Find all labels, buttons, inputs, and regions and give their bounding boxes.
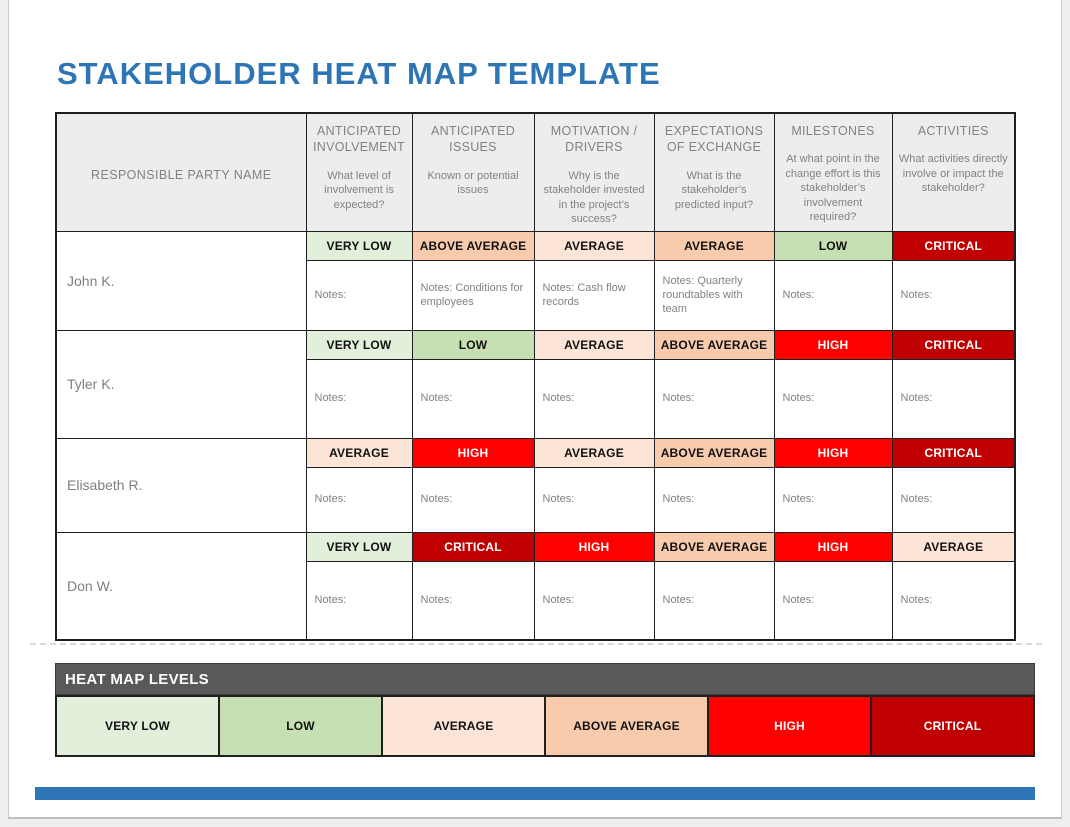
notes-cell[interactable]: Notes:: [534, 467, 654, 532]
notes-cell[interactable]: Notes:: [534, 561, 654, 640]
heat-map-levels-header: [55, 663, 1035, 695]
rating-cell[interactable]: AVERAGE: [534, 330, 654, 359]
notes-cell[interactable]: Notes:: [892, 260, 1015, 330]
rating-cell[interactable]: CRITICAL: [892, 231, 1015, 260]
notes-cell[interactable]: Notes:: [774, 260, 892, 330]
column-description: What level of involvement is expected?: [324, 169, 394, 211]
column-title: MILESTONES: [791, 124, 875, 138]
legend-level-critical: CRITICAL: [872, 697, 1033, 755]
notes-cell[interactable]: Notes:: [892, 467, 1015, 532]
column-title: EXPECTATIONS OF EXCHANGE: [664, 124, 764, 155]
column-title: ACTIVITIES: [917, 124, 989, 138]
legend-level-high: HIGH: [709, 697, 872, 755]
stakeholder-name-cell[interactable]: John K.: [56, 231, 306, 330]
column-description: At what point in the change effort is this stakeholder’s involvement required?: [785, 153, 881, 224]
rating-cell[interactable]: VERY LOW: [306, 231, 412, 260]
table-header-row: [56, 113, 1015, 231]
rating-cell[interactable]: AVERAGE: [534, 231, 654, 260]
legend-level-very-low: VERY LOW: [57, 697, 220, 755]
rating-cell[interactable]: ABOVE AVERAGE: [654, 438, 774, 467]
column-title: ANTICIPATED ISSUES: [430, 124, 516, 155]
notes-cell[interactable]: Notes:: [534, 359, 654, 438]
rating-cell[interactable]: AVERAGE: [534, 438, 654, 467]
footer-accent-bar: [35, 787, 1035, 800]
rating-cell[interactable]: HIGH: [774, 438, 892, 467]
notes-cell[interactable]: Notes: Quarterly roundtables with team: [654, 260, 774, 330]
column-description: What activities directly involve or impact the stakeholder?: [898, 153, 1008, 195]
rating-cell[interactable]: CRITICAL: [412, 532, 534, 561]
rating-cell[interactable]: HIGH: [774, 330, 892, 359]
rating-cell[interactable]: ABOVE AVERAGE: [412, 231, 534, 260]
column-header-responsible-party: RESPONSIBLE PARTY NAME: [56, 113, 306, 231]
stakeholder-name-cell[interactable]: Don W.: [56, 532, 306, 640]
rating-cell[interactable]: LOW: [774, 231, 892, 260]
dashed-separator: [30, 643, 1042, 645]
rating-cell[interactable]: VERY LOW: [306, 532, 412, 561]
notes-cell[interactable]: Notes:: [654, 359, 774, 438]
rating-cell[interactable]: AVERAGE: [306, 438, 412, 467]
rating-cell[interactable]: CRITICAL: [892, 438, 1015, 467]
notes-cell[interactable]: Notes: Conditions for employees: [412, 260, 534, 330]
notes-cell[interactable]: Notes:: [892, 359, 1015, 438]
column-description: What is the stakeholder’s predicted input?: [674, 169, 754, 211]
rating-cell[interactable]: HIGH: [534, 532, 654, 561]
notes-cell[interactable]: Notes:: [654, 561, 774, 640]
rating-cell[interactable]: ABOVE AVERAGE: [654, 330, 774, 359]
column-description: Known or potential issues: [427, 169, 519, 197]
column-header-activities: [892, 113, 1015, 231]
rating-row-john: [56, 231, 1015, 260]
notes-cell[interactable]: Notes: Cash flow records: [534, 260, 654, 330]
legend-level-average: AVERAGE: [383, 697, 546, 755]
rating-cell[interactable]: ABOVE AVERAGE: [654, 532, 774, 561]
rating-row-elisabeth: [56, 438, 1015, 467]
notes-cell[interactable]: Notes:: [306, 467, 412, 532]
legend-level-low: LOW: [220, 697, 383, 755]
rating-cell[interactable]: VERY LOW: [306, 330, 412, 359]
stakeholder-table: [55, 112, 1016, 641]
column-header-motivation-drivers: [534, 113, 654, 231]
rating-cell[interactable]: CRITICAL: [892, 330, 1015, 359]
column-header-expectations-of-exchange: [654, 113, 774, 231]
column-header-anticipated-involvement: [306, 113, 412, 231]
notes-cell[interactable]: Notes:: [774, 359, 892, 438]
stakeholder-name-cell[interactable]: Tyler K.: [56, 330, 306, 438]
rating-row-don: [56, 532, 1015, 561]
notes-cell[interactable]: Notes:: [412, 359, 534, 438]
column-description: Why is the stakeholder invested in the project’s success?: [543, 169, 645, 226]
rating-cell[interactable]: HIGH: [412, 438, 534, 467]
column-header-milestones: [774, 113, 892, 231]
rating-cell[interactable]: AVERAGE: [654, 231, 774, 260]
notes-cell[interactable]: Notes:: [306, 359, 412, 438]
column-title: ANTICIPATED INVOLVEMENT: [313, 124, 405, 155]
heat-map-legend: [55, 695, 1035, 757]
notes-cell[interactable]: Notes:: [654, 467, 774, 532]
rating-row-tyler: [56, 330, 1015, 359]
heat-map-levels-title: HEAT MAP LEVELS: [65, 670, 209, 688]
page-title: STAKEHOLDER HEAT MAP TEMPLATE: [57, 56, 661, 91]
notes-cell[interactable]: Notes:: [306, 260, 412, 330]
stakeholder-name-cell[interactable]: Elisabeth R.: [56, 438, 306, 532]
notes-cell[interactable]: Notes:: [412, 561, 534, 640]
column-header-anticipated-issues: [412, 113, 534, 231]
notes-cell[interactable]: Notes:: [412, 467, 534, 532]
rating-cell[interactable]: AVERAGE: [892, 532, 1015, 561]
column-title: MOTIVATION / DRIVERS: [550, 124, 638, 155]
notes-cell[interactable]: Notes:: [774, 561, 892, 640]
legend-level-above-average: ABOVE AVERAGE: [546, 697, 709, 755]
notes-cell[interactable]: Notes:: [306, 561, 412, 640]
rating-cell[interactable]: LOW: [412, 330, 534, 359]
notes-cell[interactable]: Notes:: [774, 467, 892, 532]
rating-cell[interactable]: HIGH: [774, 532, 892, 561]
notes-cell[interactable]: Notes:: [892, 561, 1015, 640]
